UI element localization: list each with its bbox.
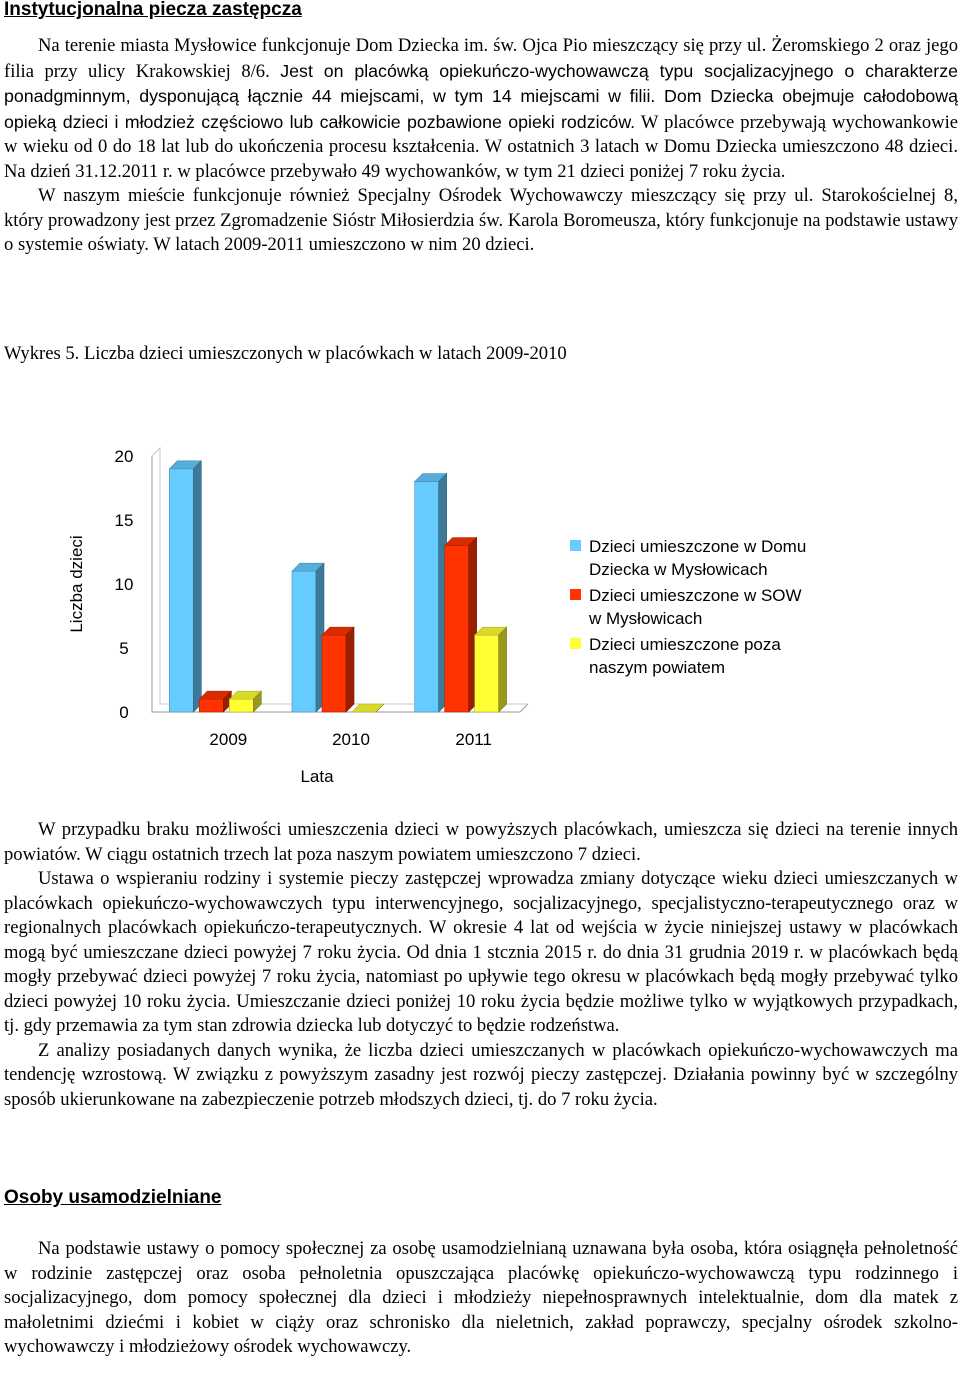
section-usamodzielniane-body — [4, 1237, 958, 1360]
section-piecza-body — [4, 34, 958, 258]
y-tick-label: 20 — [114, 447, 134, 466]
bar-chart — [4, 426, 904, 796]
bar — [169, 461, 201, 712]
bar-top — [352, 704, 384, 712]
x-tick-label: 2011 — [455, 730, 492, 749]
legend-label: w Mysłowicach — [589, 609, 703, 628]
legend-label: Dzieci umieszczone w Domu — [589, 537, 807, 556]
bar-front — [292, 571, 316, 712]
x-tick-label: 2010 — [332, 730, 370, 749]
legend-label: Dzieci umieszczone poza — [589, 635, 781, 654]
bar — [229, 691, 261, 712]
bar — [199, 691, 231, 712]
legend-label: Dziecka w Mysłowicach — [589, 560, 768, 579]
bar-side — [499, 627, 507, 712]
bar — [352, 704, 384, 712]
paragraph-inne-powiaty: W przypadku braku możliwości umieszczenia dzieci w powyższych placówkach, umieszcza się dzieci na terenie innych powiatów. W ciągu ostatnich trzech lat poza naszym powiatem umieszczono 7 dzieci. — [4, 819, 958, 865]
bar-front — [322, 635, 346, 712]
chart-bars — [169, 461, 506, 712]
section-heading-piecza: Instytucjonalna piecza zastępcza — [4, 0, 302, 20]
bar-front — [229, 699, 253, 712]
legend-swatch — [570, 638, 581, 649]
bar-front — [199, 699, 223, 712]
paragraph-usamodzielniane: Na podstawie ustawy o pomocy społecznej za osobę usamodzielnianą uznawana była osoba, która osiągnęła pełnoletność w rodzinie zastępczej oraz osoba pełnoletnia opuszczająca placówkę opiekuńczo-wychowawczą typu rodzinnego i socjalizacyjnego, dom pomocy społecznej dla dzieci i młodzieży niepełnosprawnych intelektualnie, dom dla matek z małoletnimi dziećmi i kobiet w ciąży oraz schronisko dla nieletnich, zakład poprawczy, specjalny ośrodek szkolno-wychowawczy i młodzieżowy ośrodek wychowawczy. — [4, 1238, 958, 1357]
section-piecza-continued — [4, 818, 958, 1112]
x-tick-labels — [209, 730, 492, 749]
chart-caption: Wykres 5. Liczba dzieci umieszczonych w placówkach w latach 2009-2010 — [4, 343, 567, 364]
y-tick-labels — [115, 447, 134, 722]
y-tick-label: 5 — [119, 639, 129, 658]
text-dom-dziecka-a: Na terenie miasta Mysłowice funkcjonuje Dom Dziecka im. św. Ojca Pio mieszczący się przy ul. Żeromskiego 2 oraz jego filia przy ulicy Krakowskiej 8/6. — [4, 35, 958, 82]
bar — [415, 474, 447, 712]
legend-label: naszym powiatem — [589, 658, 726, 677]
bar-front — [445, 546, 469, 712]
bar-front — [169, 469, 193, 712]
bar-front — [415, 482, 439, 712]
chart-legend — [570, 537, 806, 677]
x-tick-label: 2009 — [209, 730, 248, 749]
bar — [322, 627, 354, 712]
legend-swatch — [570, 540, 581, 551]
paragraph-dom-dziecka — [4, 34, 958, 184]
y-axis-label: Liczba dzieci — [67, 535, 86, 633]
bar — [445, 538, 477, 712]
paragraph-sow: W naszym mieście funkcjonuje również Specjalny Ośrodek Wychowawczy mieszczący się przy ul. Starokościelnej 8, który prowadzony jest przez Zgromadzenie Sióstr Miłosierdzia św. Karola Boromeusza, który funkcjonuje na podstawie ustawy o systemie oświaty. W latach 2009-2011 umieszczono w nim 20 dzieci. — [4, 185, 958, 255]
paragraph-analiza: Z analizy posiadanych danych wynika, że liczba dzieci umieszczanych w placówkach opiekuńczo-wychowawczych ma tendencję wzrostową. W związku z powyższym zasadny jest rozwój pieczy zastępczej. Działania powinny być w szczególny sposób ukierunkowane na zabezpieczenie potrzeb młodszych dzieci, tj. do 7 roku życia. — [4, 1039, 958, 1110]
text-dom-dziecka-b: Jest on placówką opiekuńczo-wychowawczą typu socjalizacyjnego o charakterze ponadgminnym, dysponującą łącznie 44 miejscami, w tym 14 miejscami w filii. Dom Dziecka obejmuje całodobową opieką dzieci i młodzież częściowo lub całkowicie pozbawione opieki rodziców. — [4, 60, 958, 132]
bar-side — [346, 627, 354, 712]
x-axis-label: Lata — [300, 767, 334, 786]
bar-side — [193, 461, 201, 712]
bar — [475, 627, 507, 712]
y-tick-label: 0 — [119, 703, 129, 722]
paragraph-ustawa: Ustawa o wspieraniu rodziny i systemie pieczy zastępczej wprowadza zmiany dotyczące wieku dzieci umieszczanych w placówkach opiekuńczo-wychowawczych typu interwencyjnego, socjalizacyjnego, specjalistyczno-terapeutycznego oraz w regionalnych placówkach opiekuńczo-terapeutycznych. W okresie 4 lat od wejścia w życie niniejszej ustawy w placówkach mogą być umieszczane dzieci powyżej 7 roku życia. Od dnia 1 stcznia 2015 r. do dnia 31 grudnia 2019 r. w placówkach będą mogły przebywać dzieci powyżej 7 roku życia, natomiast po upływie tego okresu w placówkach będą mogły przebywać tylko dzieci powyżej 10 roku życia. Umieszczanie dzieci poniżej 10 roku życia będzie możliwe tylko w wyjątkowych przypadkach, tj. gdy przemawia za tym stan zdrowia dziecka lub dotyczyć to będzie rodzeństwa. — [4, 868, 958, 1036]
section-heading-usamodzielniane: Osoby usamodzielniane — [4, 1187, 222, 1208]
legend-label: Dzieci umieszczone w SOW — [589, 586, 802, 605]
y-tick-label: 15 — [114, 511, 134, 530]
legend-swatch — [570, 589, 581, 600]
text-dom-dziecka-c: W placówce przebywają wychowankowie w wieku od 0 do 18 lat lub do ukończenia procesu kształcenia. W ostatnich 3 latach w Domu Dziecka umieszczono 48 dzieci. Na dzień 31.12.2011 r. w placówce przebywało 49 wychowanków, w tym 21 dzieci poniżej 7 roku życia. — [4, 111, 959, 182]
y-tick-label: 10 — [114, 575, 134, 594]
bar — [292, 563, 324, 712]
bar-front — [475, 635, 499, 712]
